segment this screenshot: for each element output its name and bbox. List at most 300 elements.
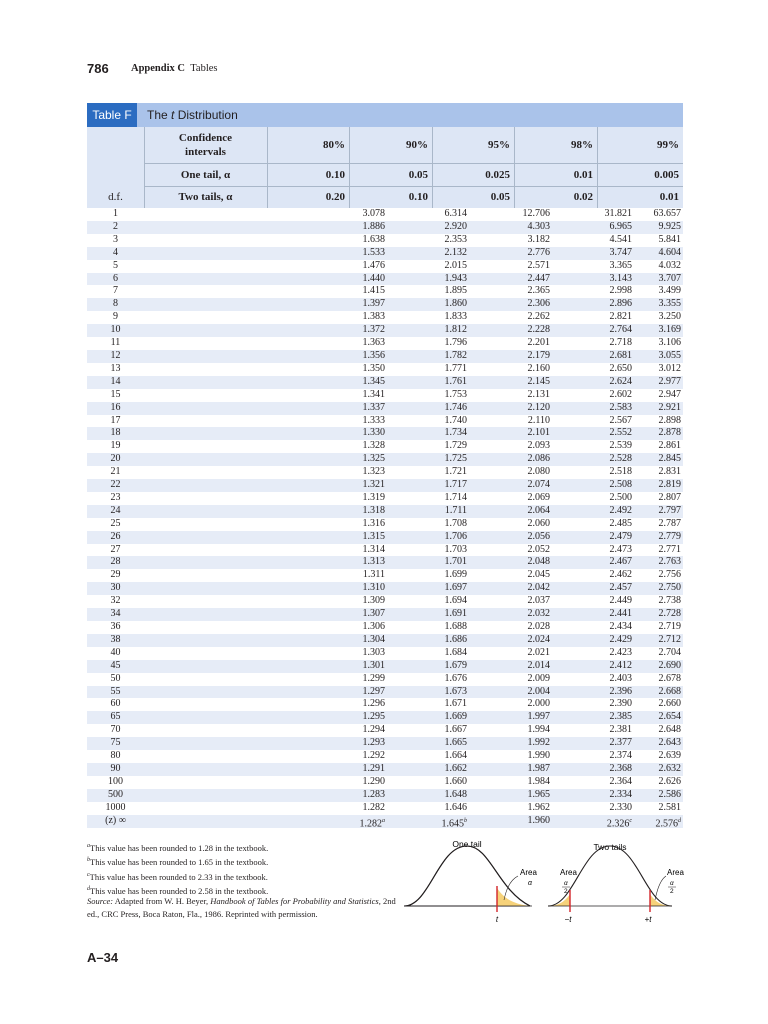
value-cell: 1.330 (362, 427, 385, 439)
value-cell: 1.987 (527, 762, 550, 774)
table-row (87, 544, 683, 557)
value-cell: 2.643 (658, 737, 681, 749)
two-tails-header-5: 0.01 (659, 191, 679, 203)
value-cell: 2.779 (658, 530, 681, 542)
value-cell: 2.449 (609, 595, 632, 607)
value-cell: 1.309 (362, 595, 385, 607)
value-cell: 2.396 (609, 685, 632, 697)
df-cell: 30 (110, 582, 121, 594)
table-title-italic: t (171, 108, 175, 122)
value-cell: 1.440 (362, 272, 385, 284)
table-row (87, 518, 683, 531)
value-cell: 2.064 (527, 504, 550, 516)
table-row (87, 492, 683, 505)
value-cell: 2.807 (658, 491, 681, 503)
value-cell: 2.583 (609, 401, 632, 413)
value-cell: 1.350 (362, 362, 385, 374)
value-cell: 2.080 (527, 466, 550, 478)
value-cell: 2.330 (609, 801, 632, 813)
value-cell: 1.796 (444, 337, 467, 349)
table-row (87, 363, 683, 376)
one-tail-header-4: 0.01 (573, 168, 593, 181)
value-cell: 2.110 (527, 414, 550, 426)
value-cell: 1.325 (362, 453, 385, 465)
value-cell: 2.262 (527, 311, 550, 323)
value-cell: 2.681 (609, 349, 632, 361)
value-cell: 2.678 (658, 672, 681, 684)
value-cell: 2.648 (658, 724, 681, 736)
df-cell: 40 (110, 646, 121, 658)
value-cell: 1.291 (362, 762, 385, 774)
value-cell: 1.997 (527, 711, 550, 723)
df-cell: 50 (110, 672, 121, 684)
value-cell: 1.734 (444, 427, 467, 439)
one-tail-t-label: t (495, 915, 499, 924)
value-cell: 2.819 (658, 479, 681, 491)
table-row (87, 763, 683, 776)
value-cell: 1.311 (362, 569, 385, 581)
value-cell: 2.462 (609, 569, 632, 581)
value-cell: 1.992 (527, 737, 550, 749)
value-cell: 1.706 (444, 530, 467, 542)
value-cell: 3.106 (658, 337, 681, 349)
value-cell: 2.632 (658, 762, 681, 774)
df-cell: 65 (110, 711, 121, 723)
table-row (87, 208, 683, 221)
table-row (87, 815, 683, 828)
value-cell: 2.567 (609, 414, 632, 426)
df-cell: 23 (110, 491, 121, 503)
value-cell: 1.646 (444, 801, 467, 813)
table-title-suffix: Distribution (177, 108, 238, 122)
value-cell: 1.671 (444, 698, 467, 710)
value-cell: 2.712 (658, 633, 681, 645)
value-cell: 2.364 (609, 775, 632, 787)
table-row (87, 453, 683, 466)
value-cell: 1.740 (444, 414, 467, 426)
df-cell: 60 (110, 698, 121, 710)
table-row (87, 427, 683, 440)
value-cell: 2.690 (658, 659, 681, 671)
table-row (87, 260, 683, 273)
df-cell: 55 (110, 685, 121, 697)
value-cell: 1.943 (444, 272, 467, 284)
value-cell: 2.074 (527, 479, 550, 491)
value-cell: 1.295 (362, 711, 385, 723)
value-cell: 3.365 (609, 259, 632, 271)
value-cell: 1.708 (444, 517, 467, 529)
value-cell: 1.886 (362, 220, 385, 232)
value-cell: 2.004 (527, 685, 550, 697)
table-row (87, 789, 683, 802)
value-cell: 2.052 (527, 543, 550, 555)
value-cell: 1.294 (362, 724, 385, 736)
distribution-figures (0, 830, 768, 930)
df-cell: 6 (113, 272, 118, 284)
value-cell: 2.429 (609, 633, 632, 645)
table-row (87, 634, 683, 647)
value-cell: 1.714 (444, 491, 467, 503)
value-cell: 2.015 (444, 259, 467, 271)
value-cell: 2.654 (658, 711, 681, 723)
one-tail-area-label: Area (520, 868, 537, 877)
one-tail-label: One tail, α (180, 168, 231, 181)
value-cell: 2.539 (609, 440, 632, 452)
value-cell: 1.333 (362, 414, 385, 426)
df-label: d.f. (108, 191, 123, 203)
df-cell: 27 (110, 543, 121, 555)
table-label: Table F (87, 103, 137, 127)
running-head-appendix: Appendix C (131, 63, 185, 74)
value-cell: 2.048 (527, 556, 550, 568)
value-cell: 2.861 (658, 440, 681, 452)
one-tail-alpha: α (528, 880, 532, 887)
table-row (87, 285, 683, 298)
df-cell: 26 (110, 530, 121, 542)
value-cell: 2.228 (527, 324, 550, 336)
table-row (87, 608, 683, 621)
value-cell: 2.160 (527, 362, 550, 374)
value-cell: 2.201 (527, 337, 550, 349)
value-cell: 9.925 (658, 220, 681, 232)
value-cell: 3.499 (658, 285, 681, 297)
right-area-alpha: α (670, 880, 674, 887)
value-cell: 1.310 (362, 582, 385, 594)
value-cell: 2.998 (609, 285, 632, 297)
value-cell: 2.552 (609, 427, 632, 439)
value-cell: 2.576$^d$ (655, 817, 681, 829)
value-cell: 1.314 (362, 543, 385, 555)
df-cell: 29 (110, 569, 121, 581)
table-row (87, 389, 683, 402)
value-cell: 1.293 (362, 737, 385, 749)
confidence-label: Confidence intervals (178, 132, 233, 158)
table-row (87, 247, 683, 260)
right-area-label: Area (667, 868, 684, 877)
value-cell: 12.706 (522, 208, 550, 219)
confidence-header-3: 95% (488, 139, 510, 151)
value-cell: 2.467 (609, 556, 632, 568)
value-cell: 1.701 (444, 556, 467, 568)
value-cell: 2.756 (658, 569, 681, 581)
value-cell: 1.761 (444, 375, 467, 387)
df-cell: 36 (110, 621, 121, 632)
value-cell: 2.042 (527, 582, 550, 594)
value-cell: 2.334 (609, 788, 632, 800)
df-cell: 2 (113, 220, 118, 232)
value-cell: 2.821 (609, 311, 632, 323)
value-cell: 2.719 (658, 621, 681, 632)
footnote: $^c$This value has been rounded to 2.33 in the textbook. (87, 871, 268, 882)
value-cell: 1.699 (444, 569, 467, 581)
page-number: 786 (87, 61, 109, 76)
df-cell: 500 (108, 788, 123, 800)
two-tails-label: Two tails, α (178, 191, 233, 203)
value-cell: 2.045 (527, 569, 550, 581)
table-title-prefix: The (147, 108, 168, 122)
value-cell: 2.479 (609, 530, 632, 542)
value-cell: 2.920 (444, 220, 467, 232)
value-cell: 2.086 (527, 453, 550, 465)
value-cell: 4.604 (658, 246, 681, 258)
df-cell: 5 (113, 259, 118, 271)
left-area-half: 2 (564, 888, 568, 895)
value-cell: 1.397 (362, 298, 385, 310)
value-cell: 3.169 (658, 324, 681, 336)
value-cell: 2.586 (658, 788, 681, 800)
value-cell: 3.182 (527, 233, 550, 245)
confidence-header-4: 98% (571, 139, 593, 151)
value-cell: 2.797 (658, 504, 681, 516)
value-cell: 2.037 (527, 595, 550, 607)
value-cell: 2.602 (609, 388, 632, 400)
value-cell: 2.403 (609, 672, 632, 684)
value-cell: 1.296 (362, 698, 385, 710)
value-cell: 2.947 (658, 388, 681, 400)
value-cell: 2.412 (609, 659, 632, 671)
value-cell: 2.528 (609, 453, 632, 465)
footnote: $^b$This value has been rounded to 1.65 in the textbook. (87, 857, 269, 868)
two-tails-header-2: 0.10 (408, 191, 428, 203)
value-cell: 2.921 (658, 401, 681, 413)
df-cell: 100 (108, 775, 123, 787)
value-cell: 2.447 (527, 272, 550, 284)
one-tail-curve (404, 846, 530, 906)
value-cell: 2.650 (609, 362, 632, 374)
table-row (87, 686, 683, 699)
value-cell: 1.960 (527, 814, 550, 826)
table-row (87, 402, 683, 415)
value-cell: 2.306 (527, 298, 550, 310)
value-cell: 1.337 (362, 401, 385, 413)
df-cell: 45 (110, 659, 121, 671)
value-cell: 3.078 (362, 208, 385, 219)
confidence-header-5: 99% (657, 139, 679, 151)
table-row (87, 311, 683, 324)
value-cell: 1.994 (527, 724, 550, 736)
value-cell: 2.500 (609, 491, 632, 503)
two-tails-header-1: 0.20 (325, 191, 345, 203)
value-cell: 2.131 (527, 388, 550, 400)
value-cell: 1.691 (444, 608, 467, 620)
table-row (87, 479, 683, 492)
value-cell: 1.665 (444, 737, 467, 749)
value-cell: 1.476 (362, 259, 385, 271)
value-cell: 4.032 (658, 259, 681, 271)
table-row (87, 737, 683, 750)
value-cell: 1.771 (444, 362, 467, 374)
value-cell: 2.374 (609, 750, 632, 762)
value-cell: 1.307 (362, 608, 385, 620)
value-cell: 1.667 (444, 724, 467, 736)
df-cell: 12 (110, 349, 121, 361)
table-row (87, 569, 683, 582)
value-cell: 2.704 (658, 646, 681, 658)
value-cell: 1.753 (444, 388, 467, 400)
running-head (131, 63, 218, 74)
value-cell: 2.776 (527, 246, 550, 258)
value-cell: 2.660 (658, 698, 681, 710)
df-cell: 1 (113, 208, 118, 219)
value-cell: 1.694 (444, 595, 467, 607)
two-tails-right-area (650, 894, 672, 906)
value-cell: 2.145 (527, 375, 550, 387)
value-cell: 2.024 (527, 633, 550, 645)
value-cell: 1.318 (362, 504, 385, 516)
df-cell: 90 (110, 762, 121, 774)
value-cell: 1.895 (444, 285, 467, 297)
value-cell: 2.473 (609, 543, 632, 555)
one-tail-header-3: 0.025 (485, 168, 510, 181)
value-cell: 1.290 (362, 775, 385, 787)
value-cell: 2.728 (658, 608, 681, 620)
value-cell: 2.381 (609, 724, 632, 736)
value-cell: 1.356 (362, 349, 385, 361)
value-cell: 2.385 (609, 711, 632, 723)
value-cell: 2.028 (527, 621, 550, 632)
df-cell: 8 (113, 298, 118, 310)
table-row (87, 440, 683, 453)
value-cell: 2.060 (527, 517, 550, 529)
value-cell: 2.457 (609, 582, 632, 594)
table-row (87, 660, 683, 673)
value-cell: 1.319 (362, 491, 385, 503)
value-cell: 1.315 (362, 530, 385, 542)
footnote: $^a$This value has been rounded to 1.28 in the textbook. (87, 842, 269, 853)
value-cell: 2.738 (658, 595, 681, 607)
value-cell: 1.292 (362, 750, 385, 762)
df-cell: 20 (110, 453, 121, 465)
value-cell: 2.390 (609, 698, 632, 710)
value-cell: 1.717 (444, 479, 467, 491)
df-cell: 22 (110, 479, 121, 491)
value-cell: 1.965 (527, 788, 550, 800)
two-tails-title: Two tails (593, 842, 627, 852)
table-row (87, 698, 683, 711)
df-cell: 13 (110, 362, 121, 374)
df-cell: 16 (110, 401, 121, 413)
df-cell: 4 (113, 246, 118, 258)
value-cell: 2.179 (527, 349, 550, 361)
value-cell: 1.725 (444, 453, 467, 465)
table-row (87, 582, 683, 595)
value-cell: 6.314 (444, 208, 467, 219)
df-cell: 11 (110, 337, 121, 349)
value-cell: 2.093 (527, 440, 550, 452)
value-cell: 1.313 (362, 556, 385, 568)
df-cell: 17 (110, 414, 121, 426)
value-cell: 2.668 (658, 685, 681, 697)
value-cell: 2.626 (658, 775, 681, 787)
value-cell: 2.326$^c$ (606, 817, 632, 829)
value-cell: 1.372 (362, 324, 385, 336)
value-cell: 6.965 (609, 220, 632, 232)
value-cell: 5.841 (658, 233, 681, 245)
value-cell: 2.787 (658, 517, 681, 529)
value-cell: 2.353 (444, 233, 467, 245)
table-row (87, 415, 683, 428)
value-cell: 3.707 (658, 272, 681, 284)
df-cell: 7 (113, 285, 118, 297)
value-cell: 1.703 (444, 543, 467, 555)
two-tails-header-3: 0.05 (490, 191, 510, 203)
value-cell: 2.365 (527, 285, 550, 297)
left-area-label: Area (560, 868, 577, 877)
right-area-half: 2 (670, 888, 674, 895)
value-cell: 1.282$^a$ (359, 817, 385, 829)
value-cell: 1.316 (362, 517, 385, 529)
df-cell: 70 (110, 724, 121, 736)
value-cell: 3.012 (658, 362, 681, 374)
df-cell: 80 (110, 750, 121, 762)
confidence-header-2: 90% (406, 139, 428, 151)
table-body (87, 208, 683, 828)
value-cell: 2.014 (527, 659, 550, 671)
source-note: Source: Adapted from W. H. Beyer, Handbook of Tables for Probability and Statistics, 2nd ed., CRC Press, Boca Raton, Fla., 1986. Reprinted with permission. (87, 896, 396, 919)
value-cell: 2.009 (527, 672, 550, 684)
value-cell: 2.485 (609, 517, 632, 529)
value-cell: 63.657 (653, 208, 681, 219)
value-cell: 2.434 (609, 621, 632, 632)
df-cell: 18 (110, 427, 121, 439)
value-cell: 2.898 (658, 414, 681, 426)
pos-t-label: +t (644, 915, 652, 924)
value-cell: 2.132 (444, 246, 467, 258)
value-cell: 2.021 (527, 646, 550, 658)
value-cell: 2.878 (658, 427, 681, 439)
value-cell: 1.684 (444, 646, 467, 658)
bottom-page-number: A–34 (87, 950, 119, 965)
table-row (87, 802, 683, 815)
df-cell: (z) ∞ (105, 814, 126, 826)
value-cell: 1.812 (444, 324, 467, 336)
value-cell: 1.383 (362, 311, 385, 323)
value-cell: 1.533 (362, 246, 385, 258)
table-title-bar (87, 103, 683, 127)
value-cell: 1.363 (362, 337, 385, 349)
value-cell: 1.962 (527, 801, 550, 813)
value-cell: 1.664 (444, 750, 467, 762)
value-cell: 1.746 (444, 401, 467, 413)
value-cell: 3.747 (609, 246, 632, 258)
value-cell: 2.581 (658, 801, 681, 813)
value-cell: 3.055 (658, 349, 681, 361)
value-cell: 1.697 (444, 582, 467, 594)
table-row (87, 724, 683, 737)
value-cell: 1.638 (362, 233, 385, 245)
table-row (87, 466, 683, 479)
df-cell: 9 (113, 311, 118, 323)
value-cell: 2.000 (527, 698, 550, 710)
df-cell: 10 (110, 324, 121, 336)
value-cell: 1.688 (444, 621, 467, 632)
value-cell: 3.143 (609, 272, 632, 284)
table-row (87, 776, 683, 789)
value-cell: 1.669 (444, 711, 467, 723)
value-cell: 2.518 (609, 466, 632, 478)
value-cell: 1.833 (444, 311, 467, 323)
df-cell: 38 (110, 633, 121, 645)
df-cell: 3 (113, 233, 118, 245)
value-cell: 1.721 (444, 466, 467, 478)
table-row (87, 324, 683, 337)
value-cell: 1.676 (444, 672, 467, 684)
value-cell: 1.860 (444, 298, 467, 310)
table-row (87, 647, 683, 660)
value-cell: 2.069 (527, 491, 550, 503)
value-cell: 1.283 (362, 788, 385, 800)
value-cell: 2.032 (527, 608, 550, 620)
